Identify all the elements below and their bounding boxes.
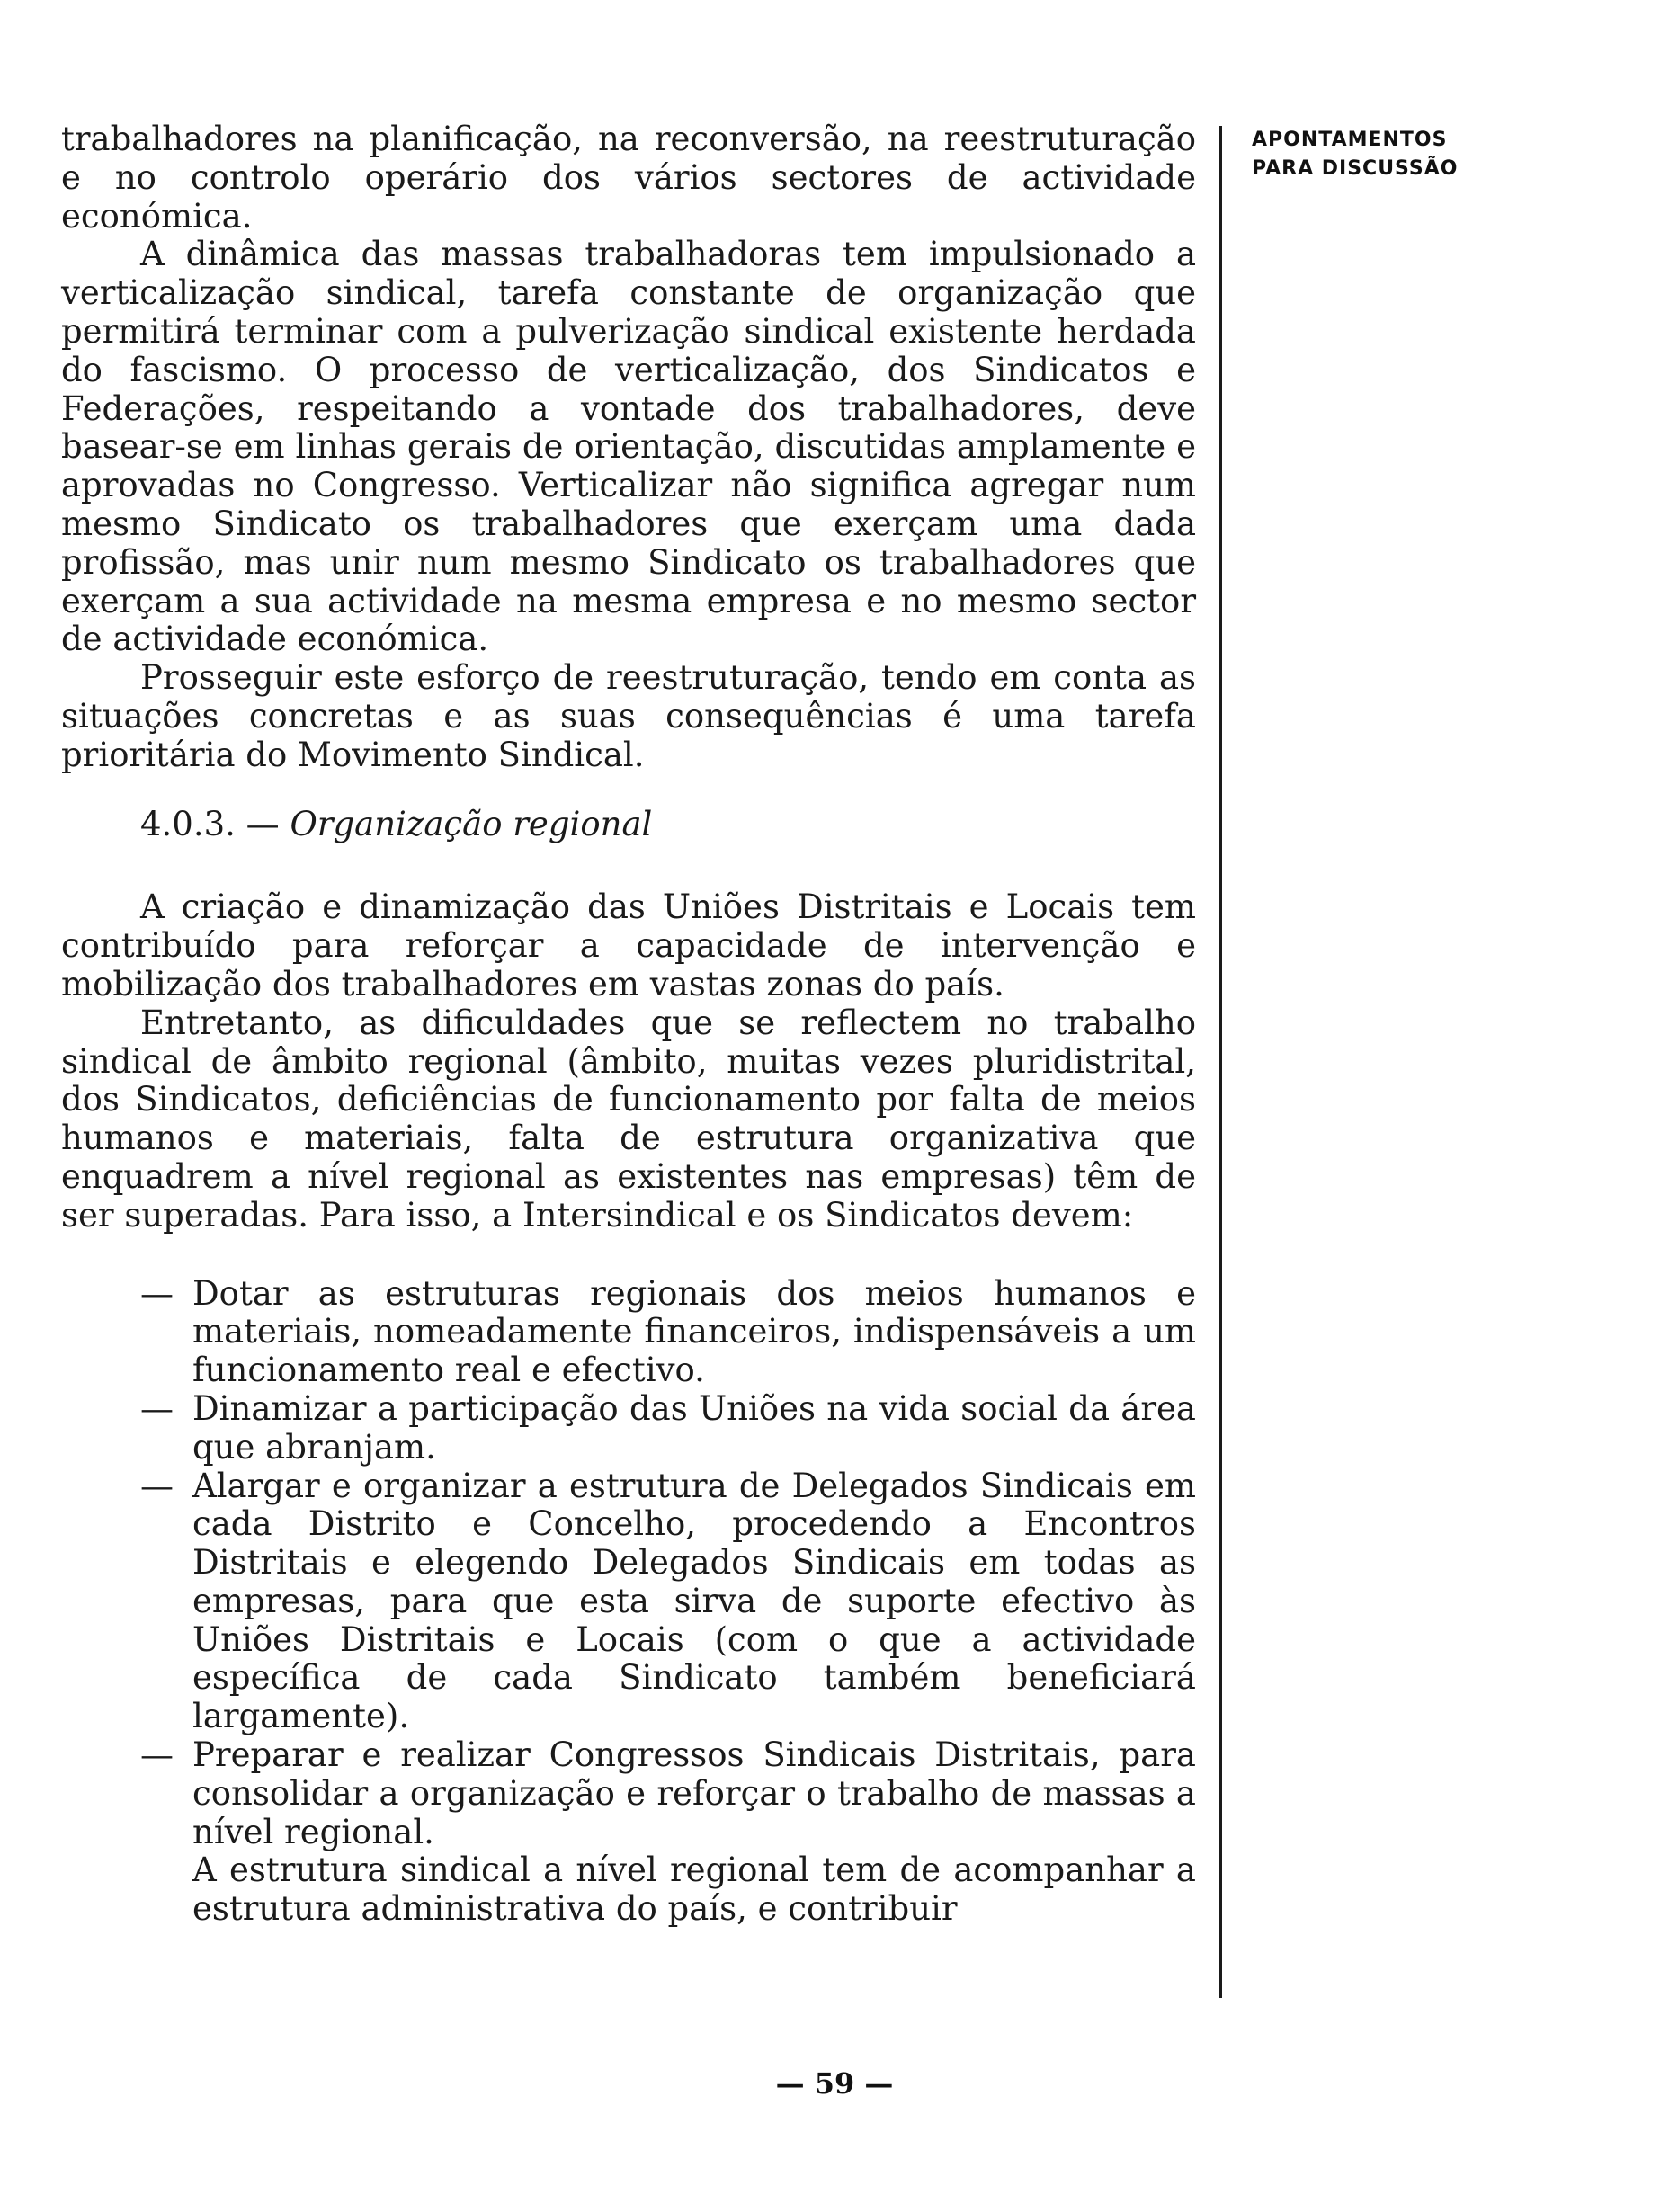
list-item-text: Dotar as estruturas regionais dos meios humanos e materiais, nomeadamente financeiros, indispensáveis a um funcionamento real e efectivo.	[192, 1273, 1196, 1390]
list-item-text: Preparar e realizar Congressos Sindicais Distritais, para consolidar a organização e reforçar o trabalho de massas a nível regional.	[192, 1735, 1196, 1851]
section-number: 4.0.3. —	[140, 804, 280, 843]
paragraph-continuation: trabalhadores na planificação, na reconversão, na reestruturação e no controlo operário dos vários sectores de actividade económica.	[61, 120, 1196, 236]
list-item	[61, 1736, 1196, 1851]
margin-rule	[1219, 126, 1222, 1998]
list-dash: —	[140, 1273, 174, 1313]
list-dash: —	[140, 1735, 174, 1775]
margin-heading-line-2: PARA DISCUSSÃO	[1252, 157, 1459, 180]
list-dash: —	[140, 1388, 174, 1428]
action-list	[61, 1275, 1196, 1852]
margin-heading-line-1: APONTAMENTOS	[1252, 129, 1448, 151]
paragraph-difficulties: Entretanto, as dificuldades que se reflectem no trabalho sindical de âmbito regional (âmbito, muitas vezes pluridistrital, dos Sindicatos, deficiências de funcionamento por falta de meios humanos e materiais, falta de estrutura organizativa que enquadrem a nível regional as existentes nas empresas) têm de ser superadas. Para isso, a Intersindical e os Sindicatos devem:	[61, 1003, 1196, 1235]
list-item	[61, 1390, 1196, 1467]
page-number: — 59 —	[775, 2066, 894, 2101]
paragraph-verticalization: A dinâmica das massas trabalhadoras tem impulsionado a verticalização sindical, tarefa constante de organização que permitirá terminar com a pulverização sindical existente herdada do fascismo. O processo de verticalização, dos Sindicatos e Federações, respeitando a vontade dos trabalhadores, deve basear-se em linhas gerais de orientação, discutidas amplamente e aprovadas no Congresso. Verticalizar não significa agregar num mesmo Sindicato os trabalhadores que exerçam uma dada profissão, mas unir num mesmo Sindicato os trabalhadores que exerçam a sua actividade na mesma empresa e no mesmo sector de actividade económica.	[61, 235, 1196, 659]
list-item-text: Alargar e organizar a estrutura de Delegados Sindicais em cada Distrito e Concelho, procedendo a Encontros Distritais e elegendo Delegados Sindicais em todas as empresas, para que esta sirva de suporte efectivo às Uniões Distritais e Locais (com o que a actividade específica de cada Sindicato também beneficiará largamente).	[192, 1466, 1196, 1736]
margin-heading	[1252, 126, 1522, 183]
paragraph-unions: A criação e dinamização das Uniões Distritais e Locais tem contribuído para reforçar a capacidade de intervenção e mobilização dos trabalhadores em vastas zonas do país.	[61, 887, 1196, 1003]
paragraph-closing: A estrutura sindical a nível regional tem de acompanhar a estrutura administrativa do país, e contribuir	[192, 1851, 1196, 1929]
section-title: Organização regional	[290, 804, 653, 843]
main-text-column	[61, 120, 1196, 1929]
list-item-text: Dinamizar a participação das Uniões na vida social da área que abranjam.	[192, 1388, 1196, 1467]
list-dash: —	[140, 1466, 174, 1505]
list-item	[61, 1275, 1196, 1390]
section-heading	[140, 806, 1196, 844]
paragraph-restructuring: Prosseguir este esforço de reestruturação, tendo em conta as situações concretas e as suas consequências é uma tarefa prioritária do Movimento Sindical.	[61, 658, 1196, 774]
list-item	[61, 1467, 1196, 1737]
